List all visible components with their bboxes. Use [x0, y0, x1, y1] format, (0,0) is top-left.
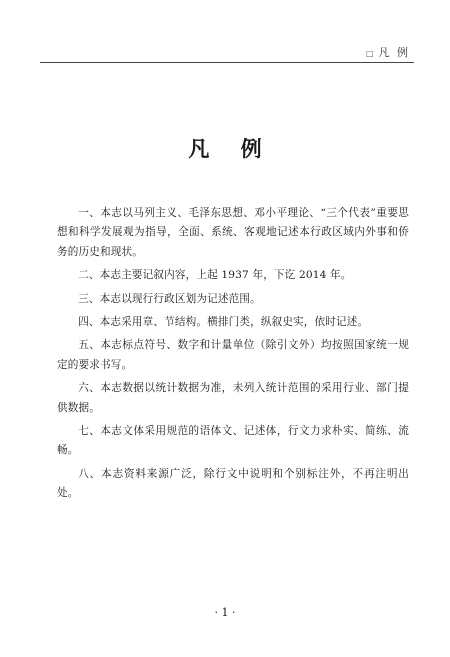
running-header-label: 凡 例 — [378, 46, 410, 59]
guideline-item-5: 五、本志标点符号、数字和计量单位（除引文外）均按照国家统一规定的要求书写。 — [57, 339, 409, 371]
guideline-item-4: 四、本志采用章、节结构。横排门类，纵叙史实，依时记述。 — [78, 316, 369, 329]
guideline-item-1: 一、本志以马列主义、毛泽东思想、邓小平理论、“三个代表”重要思想和科学发展观为指导，全面、系统、客观地记述本行政区域内外事和侨务的历史和现状。 — [57, 207, 409, 258]
running-header — [366, 44, 410, 60]
guideline-item-6: 六、本志数据以统计数据为准，未列入统计范围的采用行业、部门提供数据。 — [57, 382, 409, 414]
page-number: · 1 · — [214, 606, 236, 619]
page-title: 凡 例 — [188, 136, 274, 161]
guideline-item-3: 三、本志以现行行政区划为记述范围。 — [78, 292, 261, 305]
guideline-item-7: 七、本志文体采用规范的语体文、记述体，行文力求朴实、简练、流畅。 — [57, 425, 409, 457]
guidelines-body — [57, 204, 409, 508]
header-rule — [40, 62, 414, 63]
guideline-item-2: 二、本志主要记叙内容，上起 1937 年，下讫 2014 年。 — [78, 269, 352, 282]
guideline-item-8: 八、本志资料来源广泛，除行文中说明和个别标注外，不再注明出处。 — [57, 467, 409, 500]
section-marker: □ — [365, 49, 376, 58]
